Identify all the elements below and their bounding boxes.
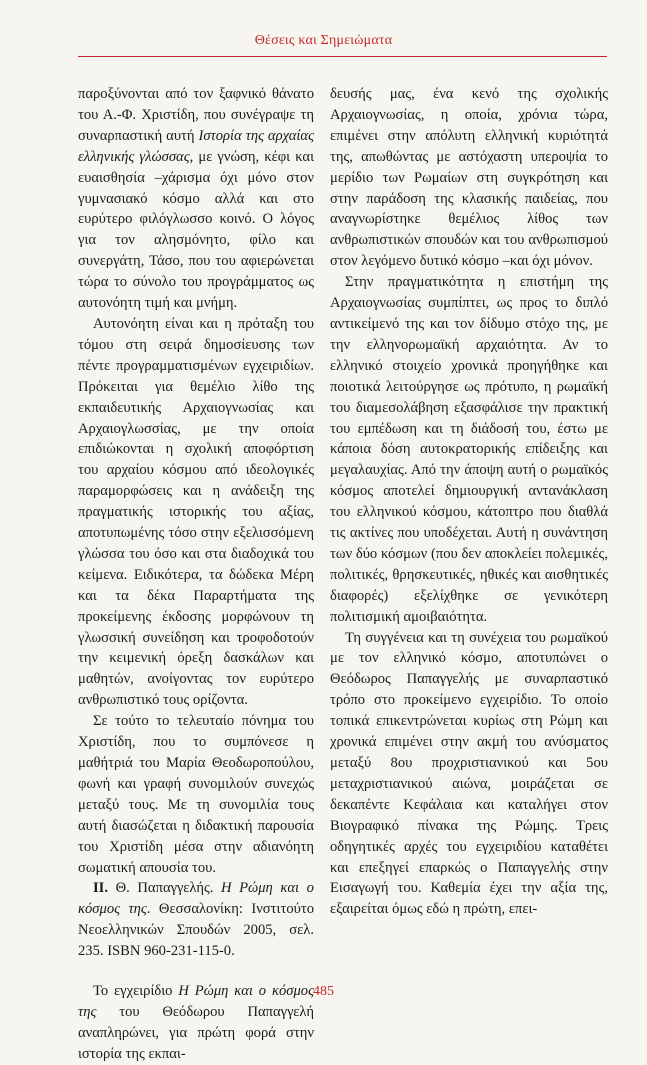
reference-details: . Θεσσαλονίκη: Ινστιτούτο Νεοελληνικών Σπουδών 2005, σελ. 235. ISBN 960-231-115-0. <box>78 901 314 960</box>
paragraph: Τη συγγένεια και τη συνέχεια του ρωμαϊκού με τον ελληνικό κόσμο, αποτυπώνει ο Θεόδωρος Παπαγγελής με συναρπαστικό τρόπο στο προκείμενο εγχειρίδιο. Το οποίο τοπικά επικεντρώνεται κυρίως στη Ρώμη και χρονικά επιμένει στην ακμή του ανύσματος μεταξύ 8ου προχριστιανικού και 5ου μεταχριστιανικού αιώνα, μοιράζεται σε δεκαπέντε Κεφάλαια και καταλήγει στον Βιογραφικό πίνακα της Ρώμης. Τρεις οδηγητικές αρχές του εγχειριδίου καταθέτει και επεξηγεί επαρκώς ο Παπαγγελής στην Εισαγωγή του. Καθεμία έχει την αξία της, εξαιρείται όμως εδώ η πρώτη, επει- <box>330 629 608 918</box>
text-run: του Θεόδωρου Παπαγγελή αναπληρώνει, για πρώτη φορά στην ιστορία της εκπαι- <box>78 1003 314 1062</box>
text-run: Το εγχειρίδιο <box>93 983 173 1000</box>
paragraph: δευσής μας, ένα κενό της σχολικής Αρχαιογνωσίας, η οποία, χρόνια τώρα, επιμένει στην απόλυτη ελληνική κυριότητά της, απωθώντας με αστόχαστη υπεροψία το μερίδιο των Ρωμαίων στη συγκρότηση και στην παράδοση της κλασικής παιδείας, που αναγνωρίστηκε θεμέλιος λίθος των ανθρωπιστικών σπουδών και του ανθρωπισμού στον λεγόμενο δυτικό κόσμο –και όχι μόνον. <box>330 86 608 270</box>
page-number: 485 <box>313 984 334 999</box>
paragraph <box>78 84 314 314</box>
text-run: , με γνώση, κέφι και ευαισθησία –χάρισμα όχι μόνο στον γυμνασιακό κόσμο αλλά και στο ευρύτερο φιλόγλωσσο κοινό. Ο λόγος για τον αλησμόνητο, φίλο και συνεργάτη, Τάσο, που του αφιερώνεται τώρα το σύνολο του προγράμματος ως αυτονόητη τιμή και μνήμη. <box>78 148 314 312</box>
reference-author: Θ. Παπαγγελής. <box>115 880 214 897</box>
reference-number: ΙΙ. <box>93 880 109 897</box>
spacer <box>78 962 314 981</box>
reference-title: Η Ρώμη και ο κόσμος της <box>78 880 314 918</box>
header-rule <box>78 56 607 57</box>
left-column <box>78 84 314 1065</box>
paragraph: Αυτονόητη είναι και η πρόταξη του τόμου στη σειρά δημοσίευσης των πέντε προγραμματισμένων εγχειριδίων. Πρόκειται για θεμέλιο λίθο της εκπαιδευτικής Αρχαιογνωσίας και Αρχαιογλωσσίας, με την οποία επιδιώκονται η σχολική αποφόρτιση του αρχαίου κόσμου από ιδεολογικές παραμορφώσεις και η ανάδειξη της πραγματικής ιστορικής του αξίας, αποτυπωμένης τόσο στην εξελισσόμενη γλώσσα του όσο και στα διαδοχικά του κείμενα. Ειδικότερα, τα δώδεκα Μέρη και τα δέκα Παραρτήματα της προκείμενης έκδοσης μορφώνουν τη γλωσσική συνείδηση και τροφοδοτούν την κειμενική όρεξη δασκάλων και μαθητών, ανοίγοντας τον ευρύτερο ανθρωπιστικό τους ορίζοντα. <box>78 315 314 709</box>
book-title: Ιστορία της αρχαίας ελληνικής γλώσσας <box>78 127 314 165</box>
paragraph: Σε τούτο το τελευταίο πόνημα του Χριστίδη, που το συμπόνεσε η μαθήτριά του Μαρία Θεοδωροπούλου, φωνή και γραφή συνομιλούν συνεχώς μεταξύ τους. Με τη συνομιλία τους αυτή διασώζεται η διδακτική παρουσία του Χριστίδη μέσα στην αδιανόητη σωματική απουσία του. <box>78 713 314 876</box>
bibliographic-reference <box>78 878 314 962</box>
book-title: Η Ρώμη και ο κόσμος της <box>78 983 315 1020</box>
paragraph: Στην πραγματικότητα η επιστήμη της Αρχαιογνωσίας συμπίπτει, ως προς το διπλό αντικείμενό της και τον δίδυμο στόχο της, με την ελληνορωμαϊκή αρχαιότητα. Αν το ελληνικό στοιχείο χρονικά προηγήθηκε και ποιοτικά λειτούργησε ως πρότυπο, η ρωμαϊκή του διαμεσολάβηση εξασφάλισε την πρακτική του εμπέδωση και τη διάδοσή του, έστω με κάποια δόση αυτοκρατορικής επίδειξης και μεγαλαυχίας. Από την άποψη αυτή ο ρωμαϊκός κόσμος αποτελεί δημιουργική αντανάκλαση του ελληνικού κόσμου, κάτοπτρο που διαθλά τις ακτίνες που υποδέχεται. Αυτή η συνάντηση των δύο κόσμων (που δεν αποκλείει πολεμικές, πολιτικές, θρησκευτικές, ηθικές και αισθητικές διαφορές) εξελίχθηκε σε γενικότερη πολιτισμική αμοιβαιότητα. <box>330 274 608 625</box>
running-header: Θέσεις και Σημειώματα <box>254 33 393 48</box>
text-run: παροξύνονται από τον ξαφνικό θάνατο του Α.-Φ. Χριστίδη, που συνέγραψε τη συναρπαστική αυτή <box>78 86 314 144</box>
right-column <box>330 84 608 920</box>
